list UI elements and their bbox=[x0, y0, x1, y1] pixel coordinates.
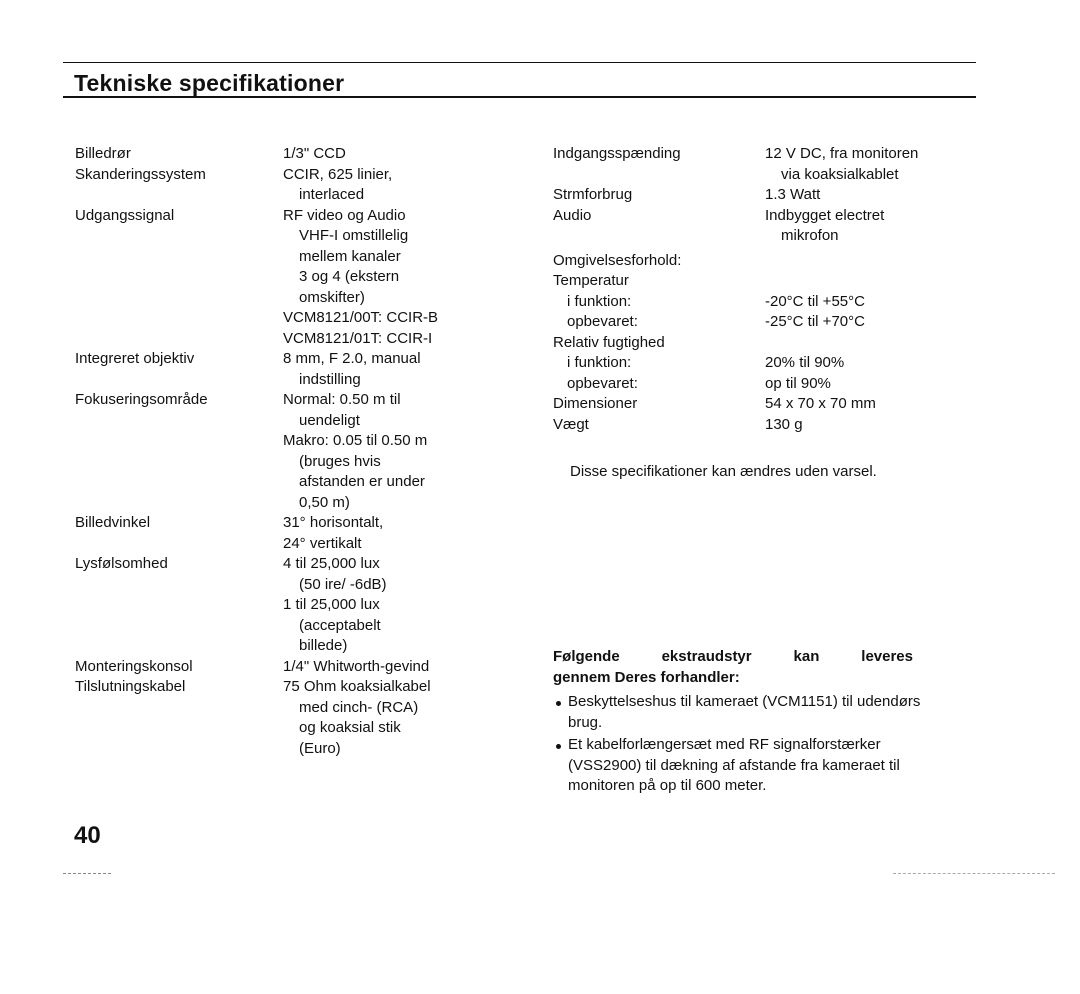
spec-value-line: mellem kanaler bbox=[299, 247, 401, 265]
spec-label: Dimensioner bbox=[553, 395, 638, 412]
spec-value-line: interlaced bbox=[299, 186, 365, 203]
spec-row bbox=[553, 292, 918, 313]
scan-mark bbox=[893, 873, 1055, 875]
spec-row bbox=[553, 353, 918, 374]
spec-value-line: (50 ire/ -6dB) bbox=[299, 575, 387, 593]
spec-row bbox=[75, 657, 438, 678]
spec-label: Audio bbox=[553, 206, 592, 224]
spec-value-line: 0,50 m) bbox=[299, 493, 350, 511]
spec-row bbox=[553, 144, 918, 185]
spec-value bbox=[765, 394, 876, 415]
spec-label: Strmforbrug bbox=[553, 186, 633, 203]
spec-row bbox=[75, 165, 438, 206]
spec-value bbox=[283, 513, 383, 554]
spec-value-line: RF video og Audio bbox=[283, 206, 406, 224]
spec-label: Lysfølsomhed bbox=[75, 555, 168, 572]
spec-value bbox=[283, 390, 427, 513]
spec-value-line: 31° horisontalt, bbox=[283, 514, 384, 531]
spec-row bbox=[75, 144, 438, 165]
spec-value-line: 8 mm, F 2.0, manual bbox=[283, 350, 421, 367]
spec-row bbox=[75, 206, 438, 350]
spec-row bbox=[553, 271, 918, 292]
spec-value bbox=[765, 206, 884, 247]
spec-value bbox=[283, 349, 421, 390]
title-underline bbox=[63, 96, 976, 98]
spec-label: Billedrør bbox=[75, 145, 131, 162]
spec-value bbox=[765, 374, 831, 395]
spec-value-line: (bruges hvis bbox=[299, 452, 381, 470]
spec-value-line: 12 V DC, fra monitoren bbox=[765, 145, 919, 162]
spec-value bbox=[283, 206, 438, 350]
spec-value bbox=[283, 677, 431, 759]
accessories-list bbox=[553, 692, 948, 797]
spec-label: Vægt bbox=[553, 415, 589, 433]
spec-row bbox=[75, 390, 438, 513]
spec-value-line: CCIR, 625 linier, bbox=[283, 165, 393, 183]
spec-value-line: indstilling bbox=[299, 370, 361, 388]
spec-value-line: op til 90% bbox=[765, 374, 831, 392]
spec-value bbox=[283, 165, 392, 206]
spec-value-line: med cinch- (RCA) bbox=[299, 698, 419, 716]
spec-value-line: og koaksial stik bbox=[299, 719, 401, 736]
spec-row bbox=[553, 251, 918, 272]
spec-value-line: 130 g bbox=[765, 415, 803, 433]
spec-value bbox=[765, 144, 918, 185]
spec-table-right bbox=[553, 144, 918, 435]
spec-value bbox=[283, 144, 346, 165]
spec-row bbox=[553, 206, 918, 247]
spec-value bbox=[765, 312, 865, 333]
spec-label: Udgangssignal bbox=[75, 206, 175, 224]
spec-row bbox=[75, 554, 438, 657]
spec-value-line: 20% til 90% bbox=[765, 354, 845, 371]
spec-label: Integreret objektiv bbox=[75, 350, 195, 367]
spec-value-line: VHF-I omstillelig bbox=[299, 227, 409, 244]
spec-value-line: 75 Ohm koaksialkabel bbox=[283, 678, 431, 695]
spec-label: opbevaret: bbox=[567, 313, 638, 330]
spec-value-line: 1/3" CCD bbox=[283, 145, 346, 162]
spec-value-line: billede) bbox=[299, 637, 348, 654]
spec-row bbox=[553, 415, 918, 436]
spec-value-line: 3 og 4 (ekstern bbox=[299, 268, 400, 285]
spec-label: Skanderingssystem bbox=[75, 165, 206, 183]
spec-value-line: 1/4" Whitworth-gevind bbox=[283, 657, 430, 675]
accessories-heading-cont: gennem Deres forhandler: bbox=[553, 668, 740, 686]
spec-row bbox=[553, 185, 918, 206]
spec-row bbox=[553, 333, 918, 354]
specification-note: Disse specifikationer kan ændres uden varsel. bbox=[570, 463, 877, 480]
spec-row bbox=[553, 374, 918, 395]
spec-value-line: (acceptabelt bbox=[299, 616, 381, 634]
accessories-heading: Følgende ekstraudstyr kan leveres bbox=[553, 648, 913, 665]
spec-label: Monteringskonsol bbox=[75, 657, 193, 675]
spec-label: Relativ fugtighed bbox=[553, 333, 665, 351]
spec-label: Temperatur bbox=[553, 272, 629, 289]
spec-label: opbevaret: bbox=[567, 374, 638, 392]
spec-value-line: -20°C til +55°C bbox=[765, 292, 865, 310]
spec-value-line: -25°C til +70°C bbox=[765, 313, 865, 330]
spec-value bbox=[283, 657, 429, 678]
spec-value bbox=[765, 292, 865, 313]
spec-value-line: via koaksialkablet bbox=[781, 165, 899, 183]
spec-value-line: omskifter) bbox=[299, 288, 365, 306]
spec-value-line: Normal: 0.50 m til bbox=[283, 391, 401, 408]
spec-value-line: 1.3 Watt bbox=[765, 186, 821, 203]
spec-label: i funktion: bbox=[567, 292, 632, 310]
spec-row bbox=[75, 349, 438, 390]
spec-row bbox=[553, 394, 918, 415]
spec-label: i funktion: bbox=[567, 354, 632, 371]
spec-label: Indgangsspænding bbox=[553, 145, 681, 162]
spec-value bbox=[765, 353, 844, 374]
scan-mark bbox=[63, 873, 111, 875]
spec-value-line: afstanden er under bbox=[299, 473, 425, 490]
spec-label: Omgivelsesforhold: bbox=[553, 251, 682, 269]
top-rule bbox=[63, 62, 976, 63]
spec-value-line: VCM8121/01T: CCIR-I bbox=[283, 329, 433, 347]
spec-value-line: VCM8121/00T: CCIR-B bbox=[283, 309, 439, 326]
spec-value-line: 54 x 70 x 70 mm bbox=[765, 395, 876, 412]
spec-value-line: (Euro) bbox=[299, 739, 341, 757]
spec-value-line: 24° vertikalt bbox=[283, 534, 362, 552]
spec-label: Fokuseringsområde bbox=[75, 391, 208, 408]
accessories-section bbox=[553, 647, 948, 799]
spec-value-line: Makro: 0.05 til 0.50 m bbox=[283, 432, 428, 449]
spec-value-line: Indbygget electret bbox=[765, 206, 885, 224]
spec-value bbox=[765, 415, 803, 436]
spec-value-line: uendeligt bbox=[299, 411, 360, 429]
spec-row bbox=[75, 513, 438, 554]
spec-row bbox=[75, 677, 438, 759]
spec-row bbox=[553, 312, 918, 333]
spec-table-left bbox=[75, 144, 438, 759]
spec-value-line: 1 til 25,000 lux bbox=[283, 596, 380, 613]
list-item: Beskyttelseshus til kameraet (VCM1151) til udendørs brug. bbox=[553, 692, 948, 733]
spec-label: Billedvinkel bbox=[75, 514, 151, 531]
spec-value bbox=[283, 554, 387, 657]
page-title: Tekniske specifikationer bbox=[74, 70, 345, 96]
spec-value-line: 4 til 25,000 lux bbox=[283, 555, 380, 572]
spec-value-line: mikrofon bbox=[781, 227, 839, 244]
list-item: Et kabelforlængersæt med RF signalforstærker (VSS2900) til dækning af afstande fra kameraet til monitoren på op til 600 meter. bbox=[553, 735, 948, 797]
spec-label: Tilslutningskabel bbox=[75, 678, 186, 695]
page-number: 40 bbox=[74, 822, 101, 849]
spec-value bbox=[765, 185, 820, 206]
